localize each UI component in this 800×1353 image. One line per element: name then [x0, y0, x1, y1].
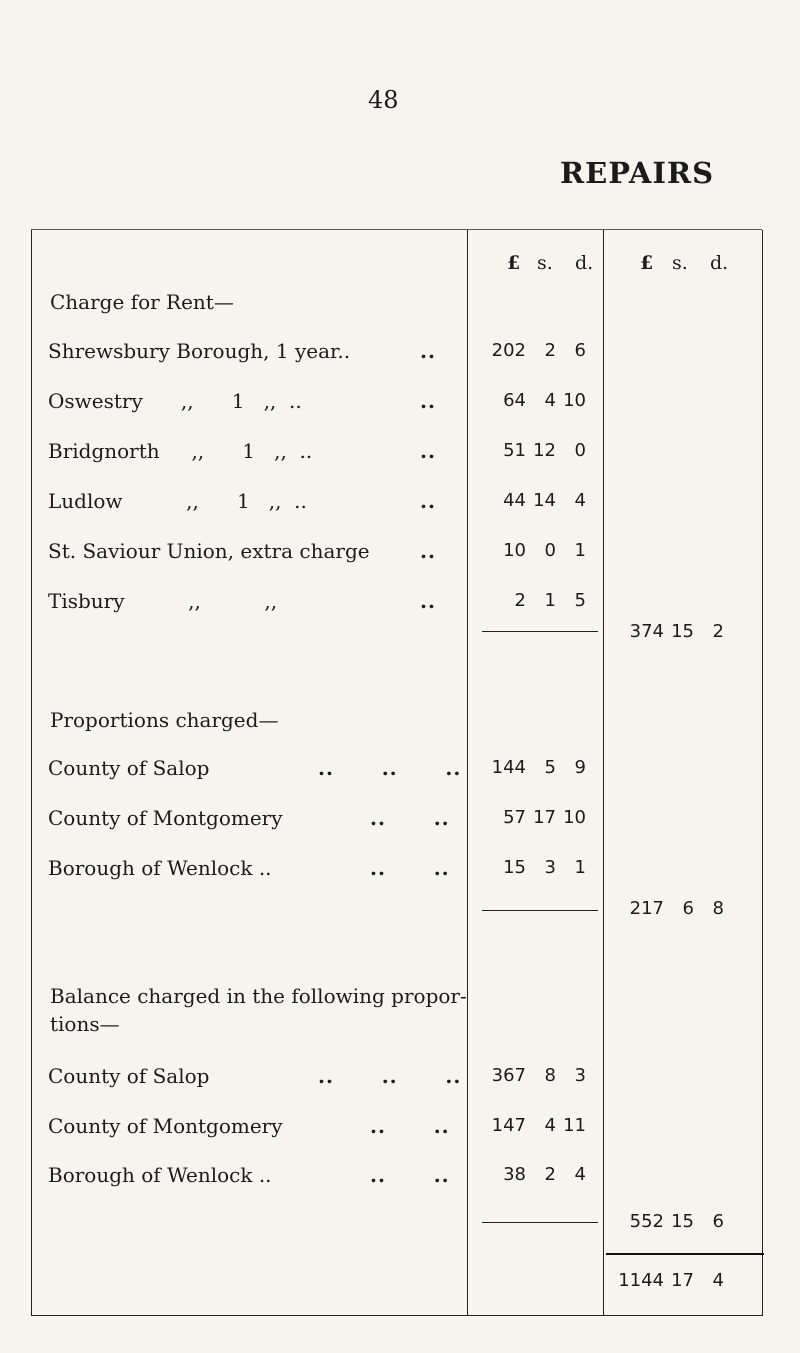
amount-shillings: 2: [544, 1164, 556, 1185]
amount-pounds: 10: [503, 540, 526, 561]
amount-pence: 4: [712, 1270, 724, 1291]
amount-shillings: 17: [533, 807, 556, 828]
amount-pounds: 217: [629, 898, 664, 919]
header-pounds-col1: £: [507, 252, 521, 274]
section-heading-rent: Charge for Rent—: [50, 290, 234, 314]
amount-pounds: 64: [503, 390, 526, 411]
header-shillings-col2: s.: [672, 252, 688, 274]
row-label: St. Saviour Union, extra charge: [48, 539, 370, 563]
row-amount: [480, 490, 595, 511]
amount-pence: 1: [574, 540, 586, 561]
amount-pounds: 1144: [618, 1270, 664, 1291]
row-amount: [480, 1164, 595, 1185]
amount-pence: 10: [563, 390, 586, 411]
row-leader-dots: ..: [420, 489, 436, 513]
row-amount: [480, 440, 595, 461]
amount-pounds: 147: [491, 1115, 526, 1136]
amount-shillings: 14: [533, 490, 556, 511]
amount-pounds: 51: [503, 440, 526, 461]
grand-total: [618, 1270, 753, 1291]
row-leader-dots: .. ..: [370, 806, 450, 830]
section-heading-proportions: Proportions charged—: [50, 708, 279, 732]
row-leader-dots: .. ..: [370, 1163, 450, 1187]
row-amount: [480, 590, 595, 611]
page-number: 48: [368, 86, 399, 114]
amount-pence: 11: [563, 1115, 586, 1136]
row-amount: [480, 1065, 595, 1086]
row-label: Oswestry ,, 1 ,, ..: [48, 389, 302, 413]
amount-shillings: 6: [682, 898, 694, 919]
amount-shillings: 2: [544, 340, 556, 361]
amount-shillings: 0: [544, 540, 556, 561]
amount-pence: 6: [574, 340, 586, 361]
row-leader-dots: ..: [420, 389, 436, 413]
row-leader-dots: .. ..: [370, 1114, 450, 1138]
row-amount: [480, 1115, 595, 1136]
amount-shillings: 3: [544, 857, 556, 878]
amount-shillings: 8: [544, 1065, 556, 1086]
row-amount: [480, 857, 595, 878]
subtotal-rule: [482, 910, 598, 911]
row-label: County of Montgomery: [48, 806, 283, 830]
row-label: County of Montgomery: [48, 1114, 283, 1138]
amount-shillings: 1: [544, 590, 556, 611]
grand-total-rule: [606, 1253, 764, 1255]
row-amount: [480, 340, 595, 361]
amount-pence: 4: [574, 1164, 586, 1185]
amount-pence: 2: [712, 621, 724, 642]
subtotal-rule: [482, 631, 598, 632]
amount-pounds: 144: [491, 757, 526, 778]
amount-pence: 8: [712, 898, 724, 919]
section-total-proportions: [618, 898, 753, 919]
amount-pounds: 367: [491, 1065, 526, 1086]
amount-shillings: 15: [671, 621, 694, 642]
header-pence-col2: d.: [710, 252, 729, 274]
row-label: County of Salop: [48, 1064, 210, 1088]
amount-shillings: 15: [671, 1211, 694, 1232]
row-label: Bridgnorth ,, 1 ,, ..: [48, 439, 313, 463]
amount-pounds: 374: [629, 621, 664, 642]
header-shillings-col1: s.: [537, 252, 553, 274]
row-amount: [480, 540, 595, 561]
column-divider: [467, 230, 468, 1315]
column-divider: [603, 230, 604, 1315]
header-pounds-col2: £: [640, 252, 654, 274]
amount-pounds: 15: [503, 857, 526, 878]
section-total-rent: [618, 621, 753, 642]
amount-pence: 6: [712, 1211, 724, 1232]
row-leader-dots: ..: [420, 439, 436, 463]
amount-pence: 0: [574, 440, 586, 461]
section-total-balance: [618, 1211, 753, 1232]
row-leader-dots: ..: [420, 589, 436, 613]
amount-pence: 1: [574, 857, 586, 878]
subtotal-rule: [482, 1222, 598, 1223]
row-label: County of Salop: [48, 756, 210, 780]
row-leader-dots: ..: [420, 539, 436, 563]
amount-shillings: 17: [671, 1270, 694, 1291]
amount-pence: 3: [574, 1065, 586, 1086]
amount-shillings: 4: [544, 390, 556, 411]
amount-pence: 10: [563, 807, 586, 828]
row-leader-dots: .. .. ..: [318, 1064, 462, 1088]
amount-pence: 4: [574, 490, 586, 511]
amount-pounds: 202: [491, 340, 526, 361]
header-pence-col1: d.: [575, 252, 594, 274]
amount-pence: 5: [574, 590, 586, 611]
page-title: REPAIRS: [560, 156, 715, 190]
row-leader-dots: ..: [420, 339, 436, 363]
column-divider: [762, 230, 763, 1315]
row-amount: [480, 390, 595, 411]
amount-pounds: 57: [503, 807, 526, 828]
row-label: Borough of Wenlock ..: [48, 1163, 272, 1187]
row-amount: [480, 757, 595, 778]
row-amount: [480, 807, 595, 828]
amount-shillings: 4: [544, 1115, 556, 1136]
section-heading-balance: Balance charged in the following propor-: [50, 984, 467, 1008]
amount-pounds: 2: [514, 590, 526, 611]
amount-pounds: 38: [503, 1164, 526, 1185]
row-label: Ludlow ,, 1 ,, ..: [48, 489, 307, 513]
amount-shillings: 5: [544, 757, 556, 778]
amount-pounds: 44: [503, 490, 526, 511]
row-leader-dots: .. .. ..: [318, 756, 462, 780]
row-label: Shrewsbury Borough, 1 year..: [48, 339, 351, 363]
amount-pence: 9: [574, 757, 586, 778]
section-heading-balance-cont: tions—: [50, 1012, 120, 1036]
row-leader-dots: .. ..: [370, 856, 450, 880]
row-label: Borough of Wenlock ..: [48, 856, 272, 880]
amount-pounds: 552: [629, 1211, 664, 1232]
amount-shillings: 12: [533, 440, 556, 461]
row-label: Tisbury ,, ,,: [48, 589, 278, 613]
